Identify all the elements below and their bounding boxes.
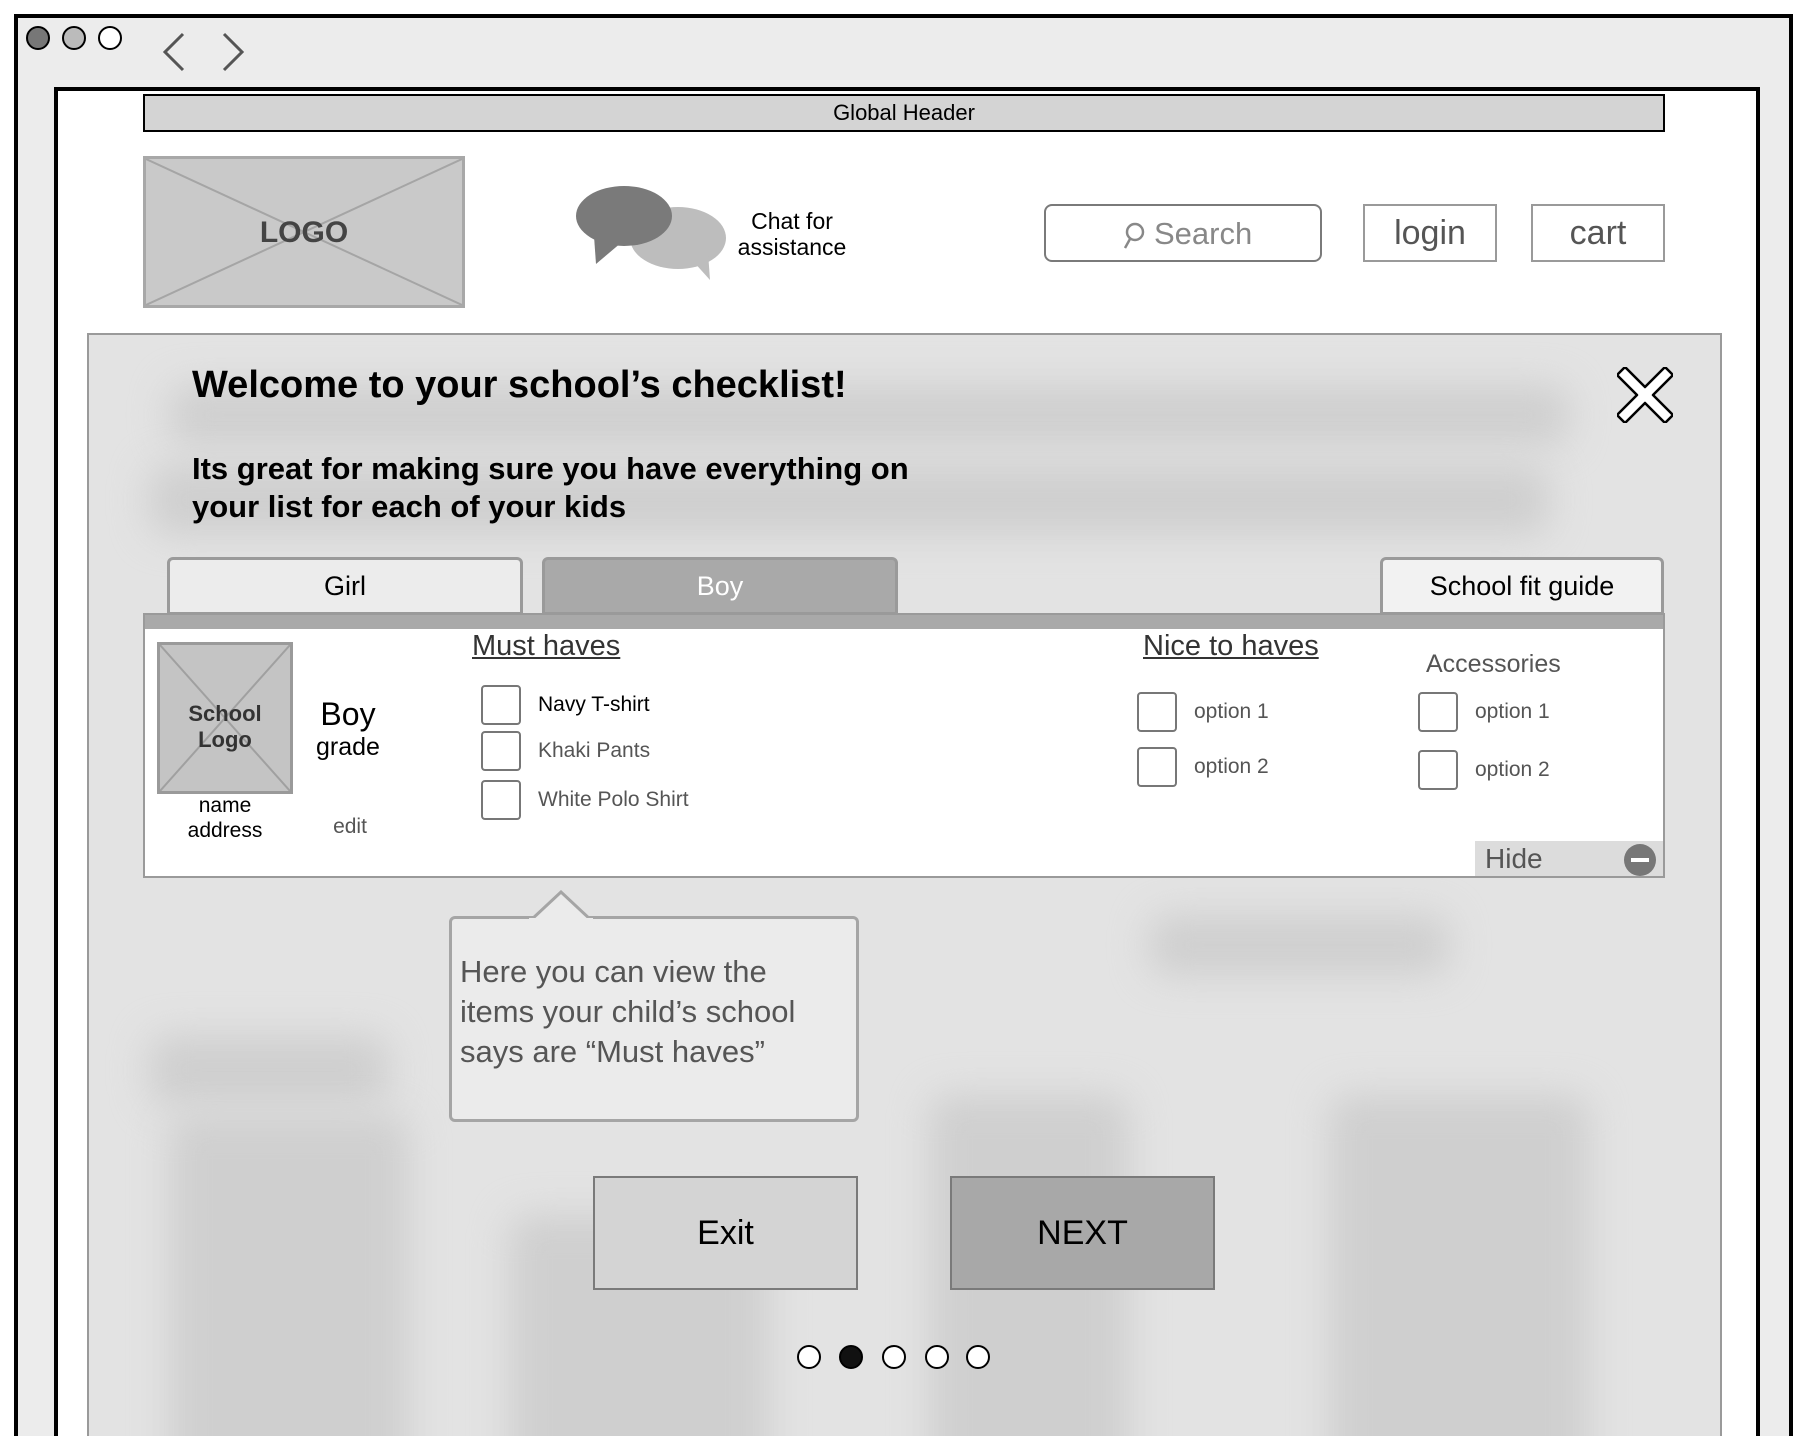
school-info xyxy=(170,793,280,843)
modal-title: Welcome to your school’s checklist! xyxy=(192,364,847,406)
window-close-dot[interactable] xyxy=(26,26,50,50)
search-placeholder: Search xyxy=(1154,216,1253,251)
pagination-dot[interactable] xyxy=(797,1345,821,1369)
modal-subtitle-line1: Its great for making sure you have everything on xyxy=(192,451,909,486)
chevron-left-icon[interactable] xyxy=(155,30,195,74)
window-minimize-dot[interactable] xyxy=(62,26,86,50)
item-label: option 2 xyxy=(1194,755,1269,778)
pagination-dot[interactable] xyxy=(882,1345,906,1369)
blurred-background xyxy=(1329,1095,1589,1436)
school-logo-line1: School xyxy=(188,701,262,726)
chat-for-assistance-link[interactable] xyxy=(728,208,856,260)
checkbox[interactable] xyxy=(481,780,521,820)
child-grade: grade xyxy=(316,733,380,761)
checkbox[interactable] xyxy=(1137,747,1177,787)
tooltip-text xyxy=(460,952,850,1072)
blurred-background xyxy=(1149,915,1449,975)
school-logo-line2: Logo xyxy=(198,727,252,752)
item-label: option 1 xyxy=(1475,700,1550,723)
next-button[interactable]: NEXT xyxy=(950,1176,1215,1290)
modal-subtitle xyxy=(192,450,952,526)
item-label: option 1 xyxy=(1194,700,1269,723)
login-button[interactable]: login xyxy=(1363,204,1497,262)
nice-to-haves-heading[interactable]: Nice to haves xyxy=(1143,630,1319,662)
search-input[interactable] xyxy=(1044,204,1322,262)
panel-top-bar xyxy=(145,615,1663,629)
school-address: address xyxy=(187,819,263,842)
pagination-dot[interactable] xyxy=(966,1345,990,1369)
window-maximize-dot[interactable] xyxy=(98,26,122,50)
hide-label: Hide xyxy=(1485,843,1543,874)
checkbox[interactable] xyxy=(1137,692,1177,732)
cart-button[interactable]: cart xyxy=(1531,204,1665,262)
blurred-background xyxy=(169,1115,409,1436)
tooltip-line3: says are “Must haves” xyxy=(460,1034,765,1069)
checkbox[interactable] xyxy=(481,685,521,725)
checkbox[interactable] xyxy=(1418,692,1458,732)
chat-label-line1: Chat for xyxy=(751,208,833,234)
school-logo xyxy=(157,642,293,794)
tooltip-line1: Here you can view the xyxy=(460,954,767,989)
pagination-dot[interactable] xyxy=(925,1345,949,1369)
chat-label-line2: assistance xyxy=(737,234,847,260)
chat-bubbles-icon[interactable] xyxy=(572,184,732,284)
hide-button[interactable] xyxy=(1475,841,1663,876)
tab-boy[interactable]: Boy xyxy=(542,557,898,615)
item-label: White Polo Shirt xyxy=(538,788,689,811)
pagination-dot-active[interactable] xyxy=(839,1345,863,1369)
item-label: Khaki Pants xyxy=(538,739,651,762)
logo-text: LOGO xyxy=(259,216,349,249)
child-name: Boy xyxy=(320,696,376,732)
accessories-heading: Accessories xyxy=(1426,650,1561,678)
item-label: option 2 xyxy=(1475,758,1550,781)
must-haves-heading[interactable]: Must haves xyxy=(472,630,621,662)
site-logo[interactable] xyxy=(143,156,465,308)
search-icon xyxy=(1124,221,1150,251)
item-label: Navy T-shirt xyxy=(538,693,650,716)
global-header: Global Header xyxy=(143,94,1665,132)
school-name: name xyxy=(198,794,252,817)
edit-link[interactable]: edit xyxy=(333,815,367,838)
tab-girl[interactable]: Girl xyxy=(167,557,523,615)
tooltip-line2: items your child’s school xyxy=(460,994,796,1029)
exit-button[interactable]: Exit xyxy=(593,1176,858,1290)
checkbox[interactable] xyxy=(481,731,521,771)
modal-subtitle-line2: your list for each of your kids xyxy=(192,489,627,524)
chevron-right-icon[interactable] xyxy=(212,30,252,74)
close-icon[interactable] xyxy=(1617,367,1673,423)
school-logo-text xyxy=(160,701,290,753)
blurred-background xyxy=(149,1035,389,1105)
minus-circle-icon xyxy=(1624,844,1656,876)
checkbox[interactable] xyxy=(1418,750,1458,790)
school-fit-guide-tab[interactable]: School fit guide xyxy=(1380,557,1664,615)
tooltip-pointer xyxy=(529,890,593,922)
